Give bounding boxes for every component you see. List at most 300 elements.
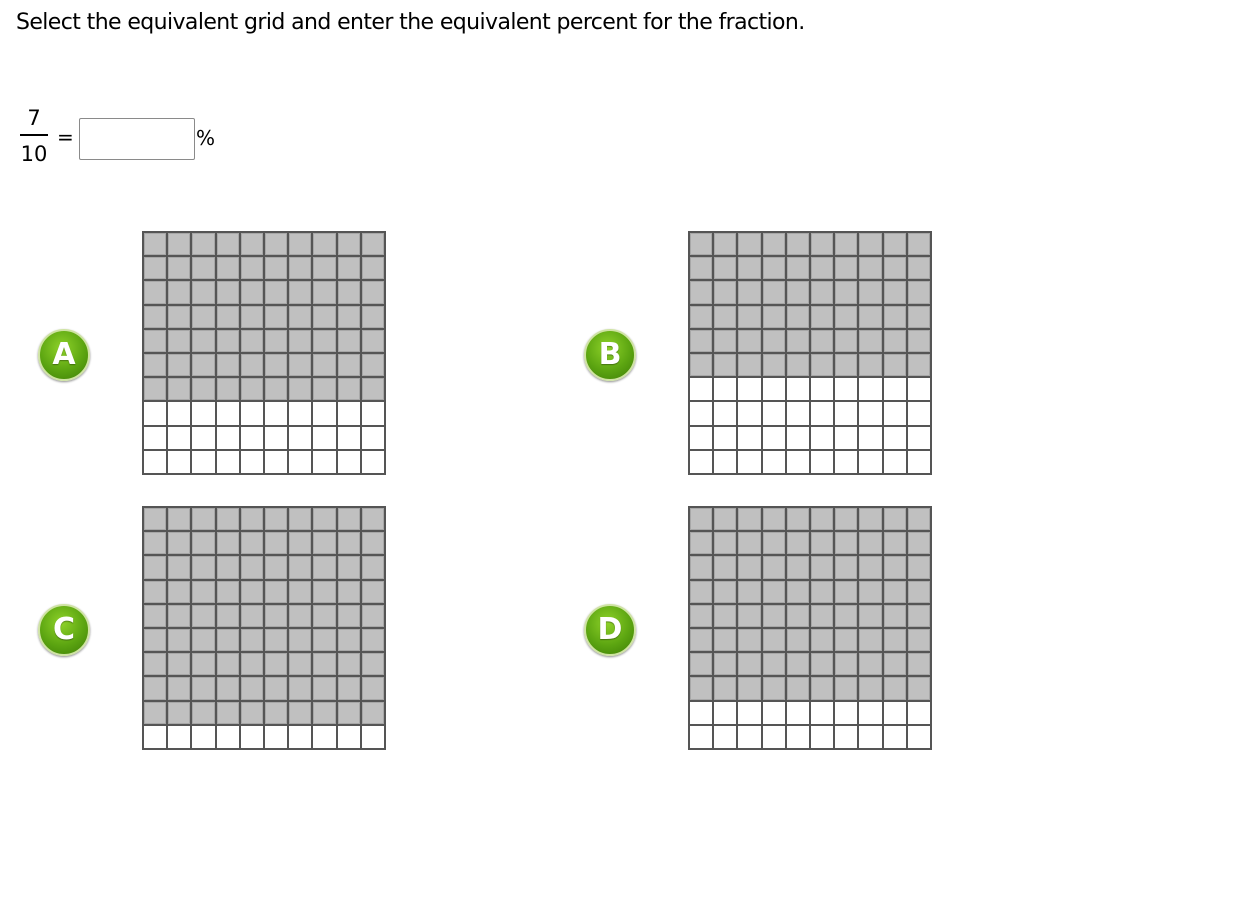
grid-cell-empty bbox=[811, 726, 833, 748]
choice-d-button[interactable]: D bbox=[584, 604, 636, 656]
grid-cell-shaded bbox=[835, 306, 857, 328]
grid-cell-shaded bbox=[313, 378, 335, 400]
grid-cell-empty bbox=[811, 402, 833, 424]
grid-cell-shaded bbox=[362, 532, 384, 554]
grid-cell-shaded bbox=[690, 354, 712, 376]
grid-cell-shaded bbox=[690, 653, 712, 675]
grid-cell-shaded bbox=[168, 233, 190, 255]
grid-cell-empty bbox=[714, 702, 736, 724]
grid-cell-empty bbox=[690, 427, 712, 449]
grid-cell-shaded bbox=[787, 532, 809, 554]
grid-cell-shaded bbox=[690, 281, 712, 303]
grid-cell-shaded bbox=[763, 677, 785, 699]
grid-cell-empty bbox=[241, 402, 263, 424]
grid-cell-shaded bbox=[265, 556, 287, 578]
grid-cell-shaded bbox=[289, 281, 311, 303]
grid-cell-shaded bbox=[241, 281, 263, 303]
grid-cell-shaded bbox=[338, 605, 360, 627]
grid-cell-shaded bbox=[714, 556, 736, 578]
grid-cell-shaded bbox=[908, 508, 930, 530]
grid-cell-shaded bbox=[763, 233, 785, 255]
grid-cell-shaded bbox=[241, 532, 263, 554]
grid-cell-shaded bbox=[859, 653, 881, 675]
grid-cell-shaded bbox=[738, 653, 760, 675]
grid-cell-shaded bbox=[144, 330, 166, 352]
grid-cell-shaded bbox=[362, 629, 384, 651]
grid-cell-shaded bbox=[289, 629, 311, 651]
grid-cell-shaded bbox=[217, 556, 239, 578]
grid-cell-empty bbox=[835, 427, 857, 449]
grid-cell-shaded bbox=[265, 508, 287, 530]
grid-cell-shaded bbox=[738, 306, 760, 328]
grid-cell-shaded bbox=[241, 378, 263, 400]
grid-cell-shaded bbox=[144, 653, 166, 675]
grid-cell-empty bbox=[787, 451, 809, 473]
grid-cell-shaded bbox=[811, 532, 833, 554]
grid-cell-empty bbox=[714, 378, 736, 400]
grid-cell-shaded bbox=[217, 677, 239, 699]
grid-cell-shaded bbox=[787, 677, 809, 699]
grid-cell-shaded bbox=[787, 257, 809, 279]
grid-cell-shaded bbox=[217, 532, 239, 554]
grid-cell-shaded bbox=[714, 354, 736, 376]
grid-cell-shaded bbox=[217, 378, 239, 400]
grid-cell-empty bbox=[217, 451, 239, 473]
grid-cell-empty bbox=[192, 451, 214, 473]
grid-cell-shaded bbox=[192, 556, 214, 578]
grid-cell-shaded bbox=[338, 378, 360, 400]
grid-cell-shaded bbox=[690, 508, 712, 530]
grid-cell-shaded bbox=[690, 330, 712, 352]
grid-cell-empty bbox=[908, 402, 930, 424]
grid-cell-shaded bbox=[289, 556, 311, 578]
grid-cell-empty bbox=[763, 427, 785, 449]
grid-cell-shaded bbox=[859, 556, 881, 578]
grid-cell-shaded bbox=[908, 306, 930, 328]
grid-cell-empty bbox=[241, 451, 263, 473]
grid-cell-shaded bbox=[908, 629, 930, 651]
grid-cell-shaded bbox=[738, 581, 760, 603]
grid-cell-empty bbox=[738, 702, 760, 724]
grid-cell-shaded bbox=[738, 677, 760, 699]
grid-cell-shaded bbox=[787, 354, 809, 376]
percent-sign: % bbox=[196, 126, 216, 150]
grid-cell-shaded bbox=[217, 581, 239, 603]
grid-cell-shaded bbox=[265, 354, 287, 376]
grid-cell-shaded bbox=[859, 354, 881, 376]
grid-cell-empty bbox=[144, 402, 166, 424]
grid-cell-shaded bbox=[859, 677, 881, 699]
grid-cell-shaded bbox=[144, 378, 166, 400]
grid-cell-shaded bbox=[908, 581, 930, 603]
grid-cell-empty bbox=[690, 451, 712, 473]
grid-cell-shaded bbox=[338, 508, 360, 530]
grid-cell-empty bbox=[217, 726, 239, 748]
grid-cell-shaded bbox=[787, 556, 809, 578]
grid-cell-empty bbox=[835, 451, 857, 473]
grid-cell-shaded bbox=[714, 629, 736, 651]
grid-cell-shaded bbox=[763, 281, 785, 303]
grid-cell-shaded bbox=[313, 605, 335, 627]
grid-cell-shaded bbox=[338, 354, 360, 376]
grid-cell-empty bbox=[338, 402, 360, 424]
grid-cell-empty bbox=[811, 702, 833, 724]
grid-cell-empty bbox=[338, 726, 360, 748]
grid-cell-shaded bbox=[265, 281, 287, 303]
grid-cell-shaded bbox=[884, 653, 906, 675]
grid-cell-shaded bbox=[313, 233, 335, 255]
grid-cell-shaded bbox=[908, 233, 930, 255]
grid-cell-empty bbox=[192, 726, 214, 748]
grid-cell-shaded bbox=[690, 677, 712, 699]
grid-cell-shaded bbox=[192, 354, 214, 376]
grid-cell-shaded bbox=[690, 233, 712, 255]
grid-cell-shaded bbox=[192, 378, 214, 400]
grid-cell-empty bbox=[884, 726, 906, 748]
grid-cell-empty bbox=[811, 427, 833, 449]
grid-cell-shaded bbox=[144, 257, 166, 279]
grid-cell-shaded bbox=[313, 354, 335, 376]
grid-cell-shaded bbox=[859, 581, 881, 603]
grid-cell-shaded bbox=[168, 306, 190, 328]
grid-cell-shaded bbox=[241, 581, 263, 603]
grid-cell-shaded bbox=[217, 653, 239, 675]
grid-cell-shaded bbox=[313, 330, 335, 352]
grid-cell-shaded bbox=[241, 233, 263, 255]
grid-cell-shaded bbox=[884, 629, 906, 651]
grid-cell-shaded bbox=[265, 257, 287, 279]
grid-cell-empty bbox=[265, 726, 287, 748]
grid-cell-shaded bbox=[192, 257, 214, 279]
grid-cell-shaded bbox=[241, 306, 263, 328]
grid-cell-shaded bbox=[763, 257, 785, 279]
grid-cell-empty bbox=[168, 402, 190, 424]
grid-cell-shaded bbox=[787, 306, 809, 328]
grid-cell-shaded bbox=[168, 257, 190, 279]
grid-cell-empty bbox=[811, 378, 833, 400]
percent-answer-input[interactable] bbox=[79, 118, 195, 160]
grid-cell-shaded bbox=[787, 330, 809, 352]
grid-cell-empty bbox=[884, 378, 906, 400]
grid-cell-shaded bbox=[144, 581, 166, 603]
grid-cell-empty bbox=[313, 427, 335, 449]
grid-cell-empty bbox=[908, 378, 930, 400]
grid-cell-empty bbox=[884, 427, 906, 449]
grid-cell-empty bbox=[168, 427, 190, 449]
grid-cell-shaded bbox=[811, 508, 833, 530]
grid-cell-shaded bbox=[811, 233, 833, 255]
grid-cell-shaded bbox=[859, 629, 881, 651]
grid-cell-shaded bbox=[289, 653, 311, 675]
grid-cell-empty bbox=[144, 451, 166, 473]
grid-cell-empty bbox=[289, 402, 311, 424]
grid-cell-empty bbox=[362, 402, 384, 424]
grid-cell-shaded bbox=[738, 354, 760, 376]
grid-cell-shaded bbox=[787, 281, 809, 303]
grid-cell-shaded bbox=[835, 508, 857, 530]
grid-cell-shaded bbox=[714, 233, 736, 255]
grid-cell-empty bbox=[835, 402, 857, 424]
grid-cell-shaded bbox=[168, 702, 190, 724]
grid-cell-shaded bbox=[168, 653, 190, 675]
grid-cell-shaded bbox=[265, 532, 287, 554]
grid-cell-empty bbox=[362, 451, 384, 473]
grid-cell-shaded bbox=[144, 233, 166, 255]
grid-cell-empty bbox=[714, 451, 736, 473]
grid-cell-shaded bbox=[763, 605, 785, 627]
grid-cell-empty bbox=[738, 427, 760, 449]
grid-cell-shaded bbox=[714, 257, 736, 279]
grid-cell-shaded bbox=[313, 306, 335, 328]
grid-cell-shaded bbox=[787, 233, 809, 255]
grid-cell-shaded bbox=[362, 354, 384, 376]
grid-cell-shaded bbox=[859, 508, 881, 530]
grid-cell-empty bbox=[859, 402, 881, 424]
grid-cell-shaded bbox=[144, 281, 166, 303]
grid-cell-empty bbox=[859, 427, 881, 449]
grid-cell-empty bbox=[313, 726, 335, 748]
grid-cell-shaded bbox=[265, 702, 287, 724]
grid-cell-empty bbox=[289, 451, 311, 473]
grid-cell-shaded bbox=[859, 233, 881, 255]
grid-cell-shaded bbox=[265, 629, 287, 651]
grid-cell-shaded bbox=[738, 508, 760, 530]
grid-cell-empty bbox=[763, 378, 785, 400]
grid-cell-shaded bbox=[738, 330, 760, 352]
grid-cell-shaded bbox=[362, 605, 384, 627]
grid-cell-shaded bbox=[217, 281, 239, 303]
grid-cell-empty bbox=[787, 378, 809, 400]
grid-cell-shaded bbox=[217, 354, 239, 376]
grid-cell-shaded bbox=[289, 605, 311, 627]
grid-cell-shaded bbox=[811, 306, 833, 328]
grid-cell-shaded bbox=[738, 556, 760, 578]
grid-cell-shaded bbox=[192, 532, 214, 554]
grid-cell-shaded bbox=[859, 532, 881, 554]
grid-cell-shaded bbox=[289, 257, 311, 279]
grid-cell-shaded bbox=[313, 581, 335, 603]
grid-cell-shaded bbox=[763, 629, 785, 651]
grid-cell-shaded bbox=[787, 581, 809, 603]
grid-cell-shaded bbox=[289, 581, 311, 603]
grid-cell-empty bbox=[192, 402, 214, 424]
grid-cell-shaded bbox=[908, 257, 930, 279]
grid-cell-empty bbox=[217, 427, 239, 449]
grid-cell-shaded bbox=[763, 330, 785, 352]
grid-cell-empty bbox=[690, 702, 712, 724]
grid-cell-shaded bbox=[811, 257, 833, 279]
grid-cell-shaded bbox=[811, 281, 833, 303]
grid-cell-shaded bbox=[884, 281, 906, 303]
choice-a-grid[interactable] bbox=[142, 231, 386, 475]
grid-cell-shaded bbox=[362, 281, 384, 303]
grid-cell-shaded bbox=[362, 306, 384, 328]
grid-cell-empty bbox=[265, 402, 287, 424]
grid-cell-shaded bbox=[241, 653, 263, 675]
grid-cell-empty bbox=[338, 451, 360, 473]
grid-cell-empty bbox=[313, 451, 335, 473]
grid-cell-shaded bbox=[884, 233, 906, 255]
grid-cell-shaded bbox=[787, 629, 809, 651]
grid-cell-shaded bbox=[144, 702, 166, 724]
grid-cell-empty bbox=[884, 451, 906, 473]
grid-cell-empty bbox=[859, 451, 881, 473]
grid-cell-empty bbox=[763, 402, 785, 424]
grid-cell-shaded bbox=[714, 605, 736, 627]
grid-cell-empty bbox=[313, 402, 335, 424]
grid-cell-shaded bbox=[217, 257, 239, 279]
grid-cell-shaded bbox=[313, 653, 335, 675]
grid-cell-shaded bbox=[690, 306, 712, 328]
grid-cell-shaded bbox=[690, 581, 712, 603]
grid-cell-shaded bbox=[289, 532, 311, 554]
grid-cell-shaded bbox=[811, 581, 833, 603]
grid-cell-shaded bbox=[265, 330, 287, 352]
grid-cell-empty bbox=[908, 702, 930, 724]
grid-cell-shaded bbox=[738, 532, 760, 554]
choice-c-button[interactable]: C bbox=[38, 604, 90, 656]
grid-cell-shaded bbox=[313, 677, 335, 699]
grid-cell-shaded bbox=[908, 605, 930, 627]
grid-cell-shaded bbox=[241, 354, 263, 376]
grid-cell-empty bbox=[884, 402, 906, 424]
grid-cell-shaded bbox=[763, 508, 785, 530]
choice-b-grid[interactable] bbox=[688, 231, 932, 475]
grid-cell-shaded bbox=[908, 354, 930, 376]
grid-cell-shaded bbox=[338, 653, 360, 675]
grid-cell-shaded bbox=[168, 281, 190, 303]
choice-a-button[interactable]: A bbox=[38, 329, 90, 381]
grid-cell-shaded bbox=[787, 653, 809, 675]
grid-cell-shaded bbox=[338, 702, 360, 724]
grid-cell-shaded bbox=[835, 354, 857, 376]
grid-cell-empty bbox=[835, 378, 857, 400]
grid-cell-shaded bbox=[859, 257, 881, 279]
grid-cell-shaded bbox=[192, 581, 214, 603]
grid-cell-shaded bbox=[859, 281, 881, 303]
grid-cell-shaded bbox=[714, 677, 736, 699]
choice-d-grid[interactable] bbox=[688, 506, 932, 750]
grid-cell-shaded bbox=[313, 508, 335, 530]
grid-cell-shaded bbox=[811, 629, 833, 651]
grid-cell-shaded bbox=[192, 702, 214, 724]
grid-cell-empty bbox=[738, 451, 760, 473]
grid-cell-shaded bbox=[241, 629, 263, 651]
grid-cell-shaded bbox=[908, 532, 930, 554]
grid-cell-shaded bbox=[313, 556, 335, 578]
grid-cell-shaded bbox=[168, 354, 190, 376]
grid-cell-shaded bbox=[908, 677, 930, 699]
grid-cell-shaded bbox=[241, 702, 263, 724]
grid-cell-empty bbox=[192, 427, 214, 449]
grid-cell-shaded bbox=[265, 653, 287, 675]
grid-cell-shaded bbox=[289, 330, 311, 352]
grid-cell-empty bbox=[690, 378, 712, 400]
grid-cell-shaded bbox=[217, 605, 239, 627]
grid-cell-shaded bbox=[338, 281, 360, 303]
grid-cell-shaded bbox=[714, 330, 736, 352]
grid-cell-shaded bbox=[144, 508, 166, 530]
grid-cell-shaded bbox=[144, 556, 166, 578]
grid-cell-shaded bbox=[338, 233, 360, 255]
fraction bbox=[18, 106, 50, 168]
grid-cell-empty bbox=[859, 726, 881, 748]
grid-cell-shaded bbox=[908, 330, 930, 352]
grid-cell-empty bbox=[835, 702, 857, 724]
grid-cell-shaded bbox=[763, 581, 785, 603]
grid-cell-empty bbox=[144, 427, 166, 449]
grid-cell-shaded bbox=[192, 306, 214, 328]
grid-cell-shaded bbox=[835, 233, 857, 255]
grid-cell-empty bbox=[362, 726, 384, 748]
grid-cell-shaded bbox=[168, 378, 190, 400]
grid-cell-shaded bbox=[217, 306, 239, 328]
grid-cell-empty bbox=[289, 427, 311, 449]
grid-cell-empty bbox=[908, 451, 930, 473]
grid-cell-shaded bbox=[192, 677, 214, 699]
grid-cell-shaded bbox=[338, 556, 360, 578]
grid-cell-shaded bbox=[265, 581, 287, 603]
grid-cell-shaded bbox=[714, 581, 736, 603]
grid-cell-shaded bbox=[884, 677, 906, 699]
grid-cell-shaded bbox=[217, 629, 239, 651]
grid-cell-shaded bbox=[763, 556, 785, 578]
grid-cell-shaded bbox=[338, 330, 360, 352]
grid-cell-shaded bbox=[192, 330, 214, 352]
grid-cell-shaded bbox=[144, 306, 166, 328]
grid-cell-shaded bbox=[835, 257, 857, 279]
grid-cell-empty bbox=[289, 726, 311, 748]
grid-cell-shaded bbox=[265, 306, 287, 328]
grid-cell-shaded bbox=[738, 257, 760, 279]
grid-cell-shaded bbox=[241, 556, 263, 578]
choice-c-grid[interactable] bbox=[142, 506, 386, 750]
grid-cell-empty bbox=[787, 402, 809, 424]
grid-cell-shaded bbox=[144, 354, 166, 376]
grid-cell-empty bbox=[265, 451, 287, 473]
question-prompt: Select the equivalent grid and enter the equivalent percent for the fraction. bbox=[16, 10, 805, 35]
grid-cell-shaded bbox=[338, 306, 360, 328]
grid-cell-empty bbox=[738, 402, 760, 424]
grid-cell-shaded bbox=[362, 330, 384, 352]
grid-cell-empty bbox=[714, 427, 736, 449]
grid-cell-shaded bbox=[241, 257, 263, 279]
grid-cell-shaded bbox=[217, 330, 239, 352]
grid-cell-shaded bbox=[835, 605, 857, 627]
grid-cell-empty bbox=[884, 702, 906, 724]
grid-cell-shaded bbox=[265, 233, 287, 255]
grid-cell-shaded bbox=[714, 306, 736, 328]
grid-cell-shaded bbox=[362, 556, 384, 578]
grid-cell-empty bbox=[763, 702, 785, 724]
grid-cell-shaded bbox=[859, 306, 881, 328]
grid-cell-shaded bbox=[908, 653, 930, 675]
grid-cell-empty bbox=[265, 427, 287, 449]
grid-cell-shaded bbox=[362, 677, 384, 699]
grid-cell-shaded bbox=[338, 629, 360, 651]
grid-cell-shaded bbox=[859, 605, 881, 627]
fraction-denominator: 10 bbox=[20, 142, 48, 166]
grid-cell-shaded bbox=[241, 508, 263, 530]
grid-cell-shaded bbox=[884, 306, 906, 328]
choice-b-button[interactable]: B bbox=[584, 329, 636, 381]
grid-cell-shaded bbox=[313, 702, 335, 724]
grid-cell-shaded bbox=[217, 702, 239, 724]
grid-cell-shaded bbox=[738, 281, 760, 303]
grid-cell-empty bbox=[362, 427, 384, 449]
grid-cell-shaded bbox=[289, 354, 311, 376]
grid-cell-shaded bbox=[192, 233, 214, 255]
